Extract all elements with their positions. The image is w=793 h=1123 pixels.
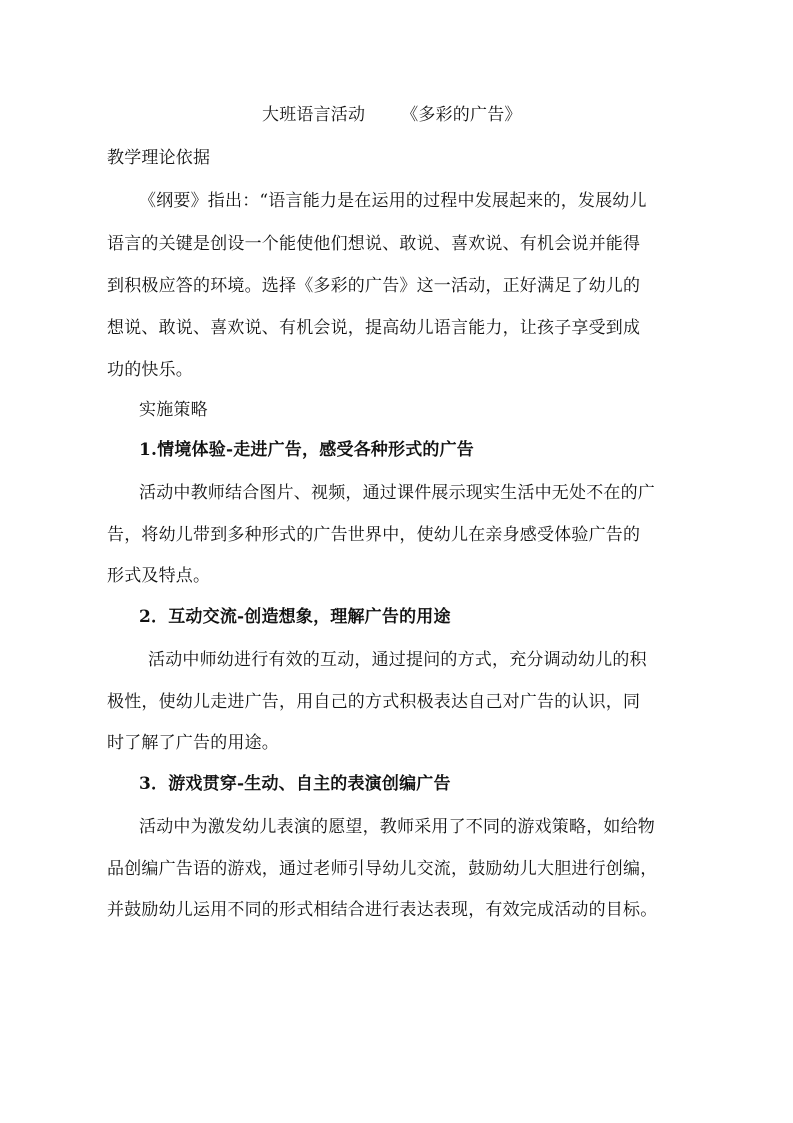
strategy1-line-3: 形式及特点。 — [107, 566, 211, 586]
strategy1-line-2: 告，将幼儿带到多种形式的广告世界中，使幼儿在亲身感受体验广告的 — [107, 525, 641, 545]
strategy2-line-2: 极性，使幼儿走进广告，用自己的方式积极表达自己对广告的认识，同 — [107, 692, 641, 712]
theory-line-4: 想说、敢说、喜欢说、有机会说，提高幼儿语言能力，让孩子享受到成 — [107, 318, 641, 338]
document-subtitle: 《多彩的广告》 — [401, 105, 522, 125]
strategy1-line-1: 活动中教师结合图片、视频，通过课件展示现实生活中无处不在的广 — [139, 483, 655, 503]
theory-line-3: 到积极应答的环境。选择《多彩的广告》这一活动，正好满足了幼儿的 — [107, 276, 641, 296]
strategy3-heading: 3．游戏贯穿-生动、自主的表演创编广告 — [139, 774, 451, 794]
strategy2-line-1: 活动中师幼进行有效的互动，通过提问的方式，充分调动幼儿的积 — [148, 650, 647, 670]
theory-heading: 教学理论依据 — [107, 148, 211, 168]
document-title-line — [262, 105, 522, 125]
theory-line-5: 功的快乐。 — [107, 360, 193, 380]
theory-line-1: 《纲要》指出：“语言能力是在运用的过程中发展起来的，发展幼儿 — [139, 191, 647, 211]
strategy3-line-1: 活动中为激发幼儿表演的愿望，教师采用了不同的游戏策略，如给物 — [139, 817, 655, 837]
strategy-heading: 实施策略 — [139, 400, 208, 420]
strategy2-line-3: 时了解了广告的用途。 — [107, 733, 279, 753]
theory-line-2: 语言的关键是创设一个能使他们想说、敢说、喜欢说、有机会说并能得 — [107, 234, 641, 254]
strategy3-line-3: 并鼓励幼儿运用不同的形式相结合进行表达表现，有效完成活动的目标。 — [107, 900, 658, 920]
document-title: 大班语言活动 — [262, 105, 366, 125]
strategy1-heading: 1.情境体验-走进广告，感受各种形式的广告 — [139, 440, 475, 460]
strategy2-heading: 2．互动交流-创造想象，理解广告的用途 — [139, 607, 451, 627]
strategy3-line-2: 品创编广告语的游戏，通过老师引导幼儿交流，鼓励幼儿大胆进行创编， — [107, 859, 658, 879]
